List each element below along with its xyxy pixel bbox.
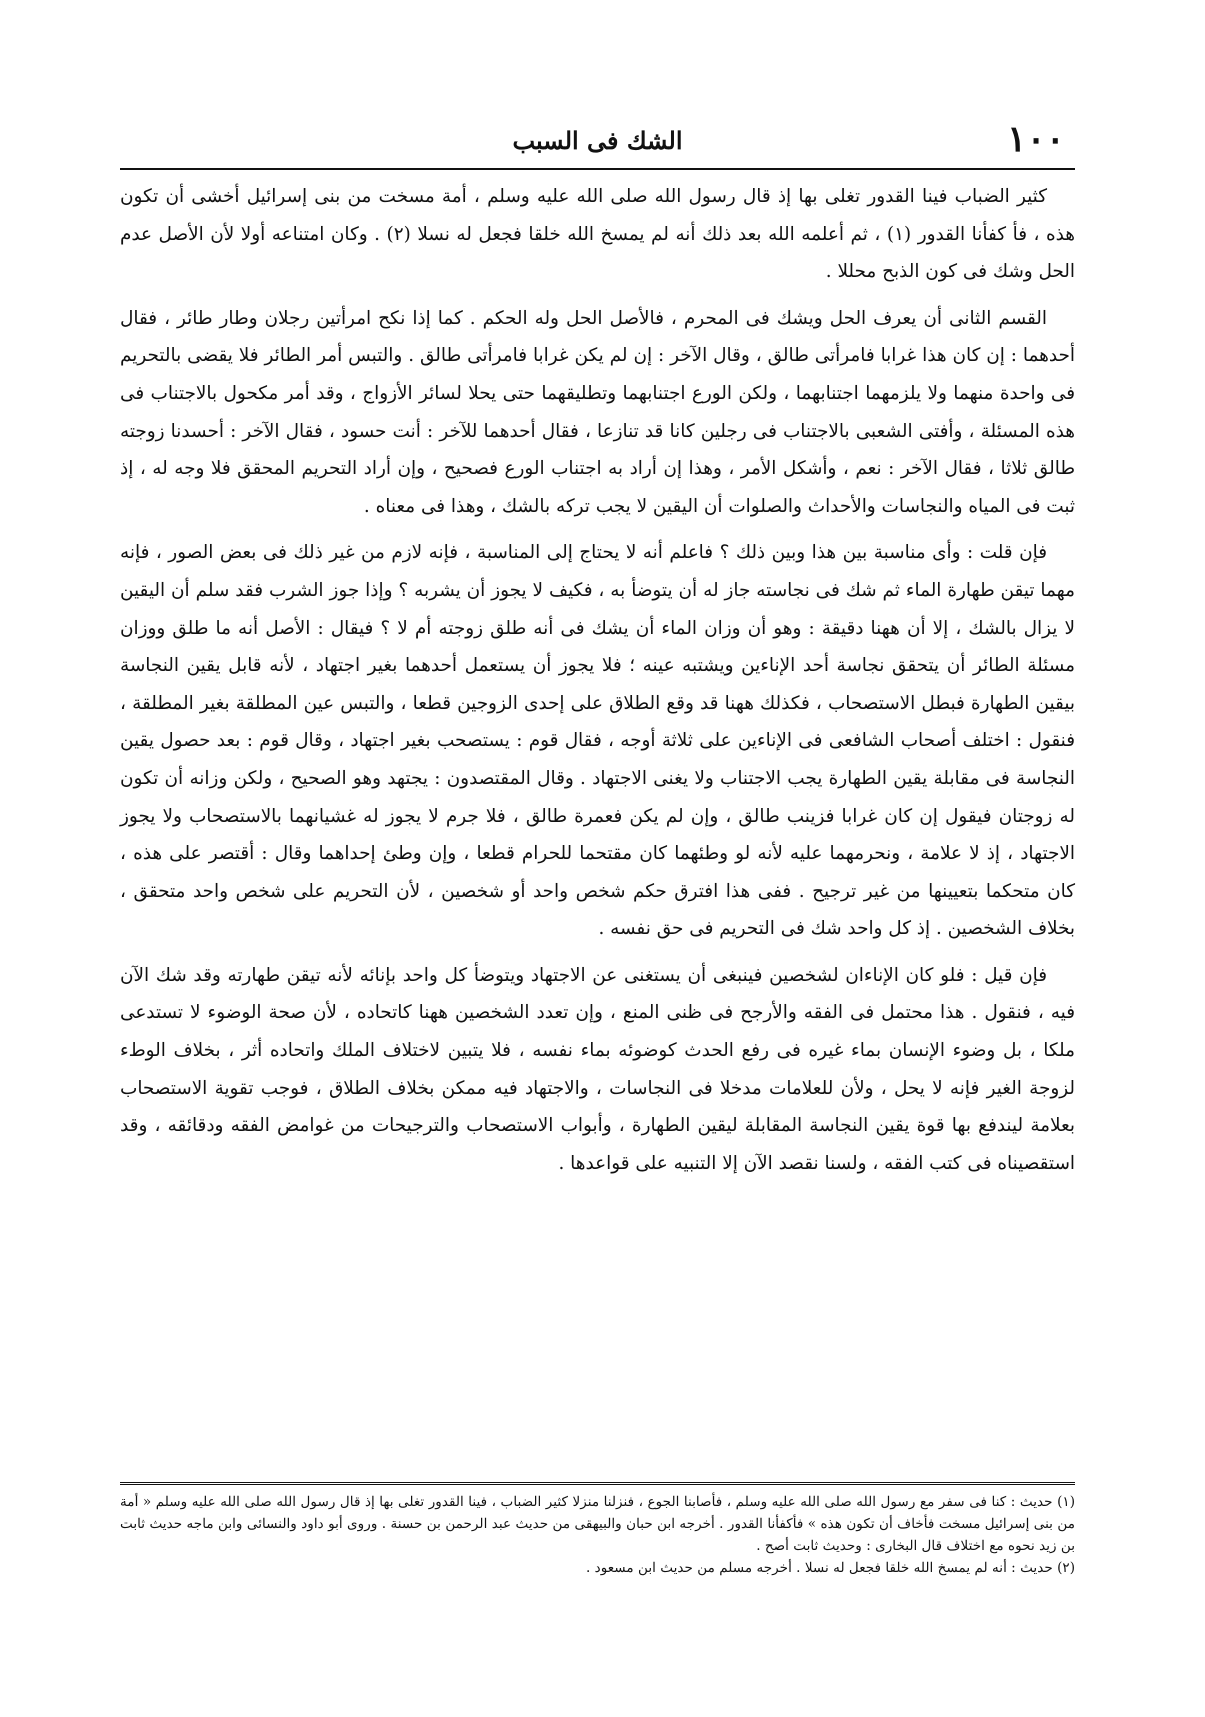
footnotes	[120, 1482, 1075, 1579]
page-number: ١٠٠	[1006, 118, 1065, 160]
paragraph: فإن قيل : فلو كان الإناءان لشخصين فينبغى أن يستغنى عن الاجتهاد ويتوضأ كل واحد بإنائه لأنه تيقن طهارته وقد شك الآن فيه ، فنقول . هذا محتمل فى الفقه والأرجح فى ظنى المنع ، وإن تعدد الشخصين ههنا كاتحاده ، لأن صحة الوضوء لا تستدعى ملكا ، بل وضوء الإنسان بماء غيره فى رفع الحدث كوضوئه بماء نفسه ، فلا يتبين لاختلاف الملك واتحاده أثر ، بخلاف الوطء لزوجة الغير فإنه لا يحل ، ولأن للعلامات مدخلا فى النجاسات ، والاجتهاد فيه ممكن بخلاف الطلاق ، فوجب تقوية الاستصحاب بعلامة ليندفع بها قوة يقين النجاسة المقابلة ليقين الطهارة ، وأبواب الاستصحاب والترجيحات من غوامض الفقه ودقائقه ، وقد استقصيناه فى كتب الفقه ، ولسنا نقصد الآن إلا التنبيه على قواعدها .	[120, 964, 1075, 1174]
paragraph: فإن قلت : وأى مناسبة بين هذا وبين ذلك ؟ فاعلم أنه لا يحتاج إلى المناسبة ، فإنه لازم من غير ذلك فى بعض الصور ، فإنه مهما تيقن طهارة الماء ثم شك فى نجاسته جاز له أن يتوضأ به ، فكيف لا يجوز أن يشربه ؟ وإذا جوز الشرب فقد سلم أن اليقين لا يزال بالشك ، إلا أن ههنا دقيقة : وهو أن وزان الماء أن يشك فى أنه طلق زوجته أم لا ؟ فيقال : الأصل أنه ما طلق ووزان مسئلة الطائر أن يتحقق نجاسة أحد الإناءين ويشتبه عينه ؛ فلا يجوز أن يستعمل أحدهما بغير اجتهاد ، لأنه قابل يقين النجاسة بيقين الطهارة فبطل الاستصحاب ، فكذلك ههنا قد وقع الطلاق على إحدى الزوجين قطعا ، والتبس عين المطلقة بغير المطلقة ، فنقول : اختلف أصحاب الشافعى فى الإناءين على ثلاثة أوجه ، فقال قوم : يستصحب بغير اجتهاد ، وقال قوم : بعد حصول يقين النجاسة فى مقابلة يقين الطهارة يجب الاجتناب ولا يغنى الاجتهاد . وقال المقتصدون : يجتهد وهو الصحيح ، ولكن وزانه أن تكون له زوجتان فيقول إن كان غرابا فزينب طالق ، وإن لم يكن فعمرة طالق ، فلا جرم لا يجوز له غشيانهما بالاستصحاب ولا يجوز الاجتهاد ، إذ لا علامة ، ونحرمهما عليه لأنه لو وطئهما كان مقتحما للحرام قطعا ، وإن وطئ إحداهما وقال : أقتصر على هذه ، كان متحكما بتعيينها من غير ترجيح . ففى هذا افترق حكم شخص واحد أو شخصين ، لأن التحريم على شخص واحد متحقق ، بخلاف الشخصين . إذ كل واحد شك فى التحريم فى حق نفسه .	[120, 542, 1075, 940]
main-text	[120, 178, 1075, 1182]
running-title: الشك فى السبب	[512, 126, 683, 155]
footnote-1: (١) حديث : كنا فى سفر مع رسول الله صلى الله عليه وسلم ، فأصابنا الجوع ، فنزلنا منزلا كثير الضباب ، فينا القدور تغلى بها إذ قال رسول الله صلى الله عليه وسلم « أمة من بنى إسرائيل مسخت فأخاف أن تكون هذه » فأكفأنا القدور . أخرجه ابن حبان والبيهقى من حديث عبد الرحمن بن حسنة . وروى أبو داود والنسائى وابن ماجه حديث ثابت بن زيد نحوه مع اختلاف قال البخارى : وحديث ثابت أصح .	[120, 1494, 1075, 1554]
page-header	[120, 118, 1075, 170]
footnote-2: (٢) حديث : أنه لم يمسخ الله خلقا فجعل له نسلا . أخرجه مسلم من حديث ابن مسعود .	[586, 1560, 1075, 1576]
paragraph: كثير الضباب فينا القدور تغلى بها إذ قال رسول الله صلى الله عليه وسلم ، أمة مسخت من بنى إسرائيل أخشى أن تكون هذه ، فأ كفأنا القدور (١) ، ثم أعلمه الله بعد ذلك أنه لم يمسخ الله خلقا فجعل له نسلا (٢) . وكان امتناعه أولا لأن الأصل عدم الحل وشك فى كون الذبح محللا .	[120, 186, 1075, 283]
paragraph: القسم الثانى أن يعرف الحل ويشك فى المحرم ، فالأصل الحل وله الحكم . كما إذا نكح امرأتين رجلان وطار طائر ، فقال أحدهما : إن كان هذا غرابا فامرأتى طالق ، وقال الآخر : إن لم يكن غرابا فامرأتى طالق . والتبس أمر الطائر فلا يقضى بالتحريم فى واحدة منهما ولا يلزمهما اجتنابهما ، ولكن الورع اجتنابهما وتطليقهما حتى يحلا لسائر الأزواج ، وقد أمر مكحول بالاجتناب فى هذه المسئلة ، وأفتى الشعبى بالاجتناب فى رجلين كانا قد تنازعا ، فقال أحدهما للآخر : أنت حسود ، فقال الآخر : أحسدنا زوجته طالق ثلاثا ، فقال الآخر : نعم ، وأشكل الأمر ، وهذا إن أراد به اجتناب الورع فصحيح ، وإن أراد التحريم المحقق فلا وجه له ، إذ ثبت فى المياه والنجاسات والأحداث والصلوات أن اليقين لا يجب تركه بالشك ، وهذا فى معناه .	[120, 307, 1075, 517]
